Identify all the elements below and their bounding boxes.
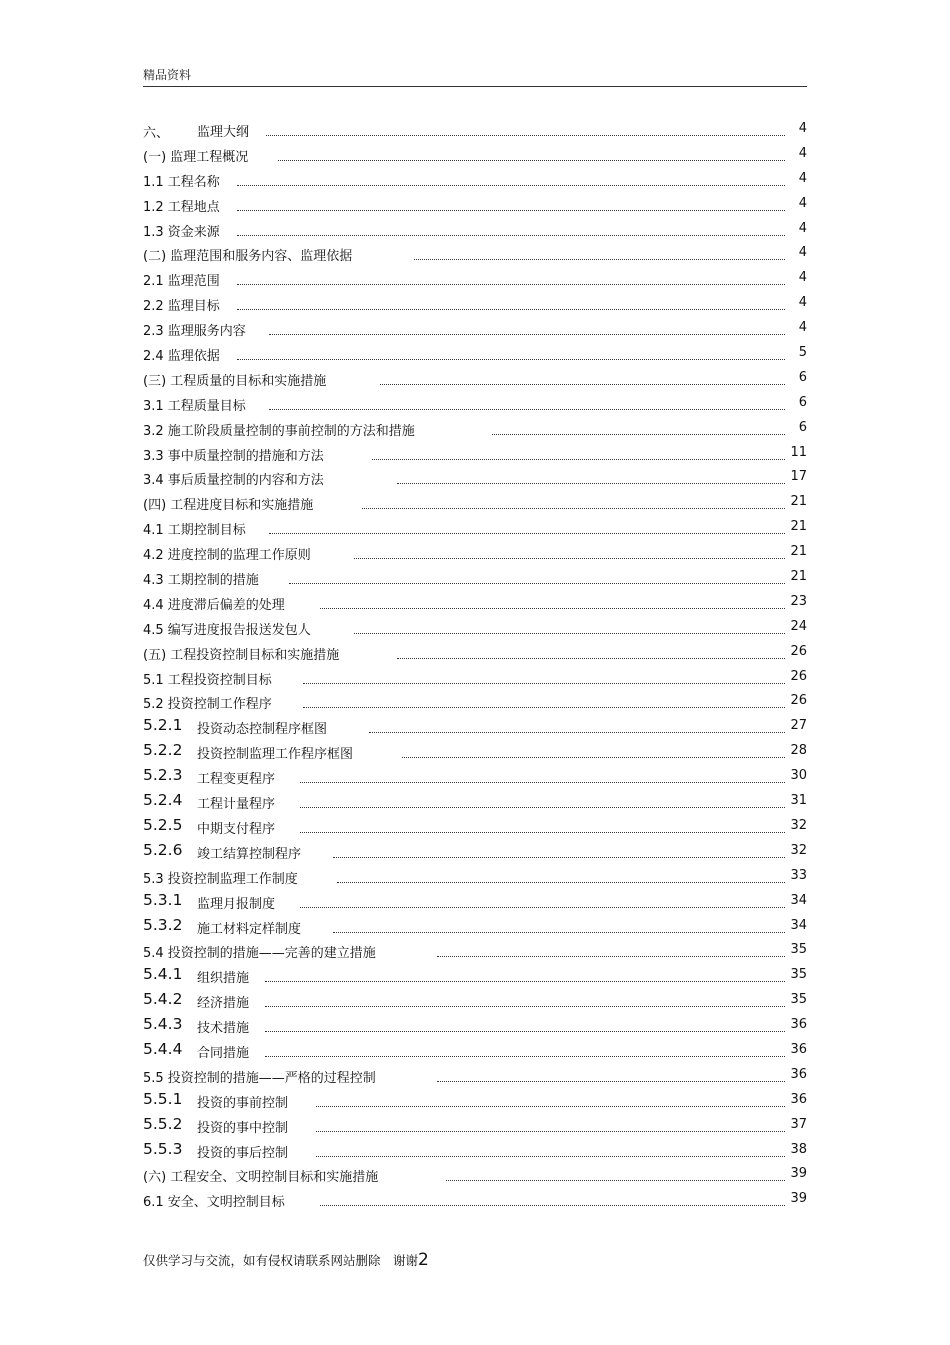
toc-entry-title: 4.2 进度控制的监理工作原则 <box>143 548 311 564</box>
toc-entry-title: 1.1 工程名称 <box>143 174 220 190</box>
toc-entry-page-number: 32 <box>790 817 807 833</box>
toc-entry-title: (三) 工程质量的目标和实施措施 <box>143 373 327 389</box>
toc-entry[interactable] <box>143 665 807 690</box>
toc-entry-leader-dots <box>269 324 785 335</box>
toc-entry-number: 六、 <box>143 126 170 141</box>
toc-entry[interactable] <box>143 1113 807 1138</box>
footer <box>143 1250 429 1270</box>
toc-entry-title: 技术措施 <box>197 1021 250 1037</box>
toc-entry-leader-dots <box>237 299 785 310</box>
toc-entry-title: 2.3 监理服务内容 <box>143 324 246 340</box>
toc-entry-number: 5.2.6 <box>143 840 183 859</box>
toc-entry-number: 5.2.1 <box>143 716 183 735</box>
toc-entry[interactable] <box>143 142 807 167</box>
toc-entry-page-number: 26 <box>790 693 807 709</box>
toc-entry-leader-dots <box>337 872 785 883</box>
toc-entry-title: 5.2 投资控制工作程序 <box>143 697 272 713</box>
toc-entry-title: 2.2 监理目标 <box>143 299 220 315</box>
toc-entry[interactable] <box>143 739 807 764</box>
toc-entry-number: 5.4.4 <box>143 1039 183 1058</box>
toc-entry-leader-dots <box>316 1146 785 1157</box>
toc-entry[interactable] <box>143 914 807 939</box>
toc-entry[interactable] <box>143 640 807 665</box>
toc-entry[interactable] <box>143 341 807 366</box>
header-rule <box>143 86 807 87</box>
toc-entry-leader-dots <box>397 473 785 484</box>
toc-entry-title: 5.1 工程投资控制目标 <box>143 672 272 688</box>
toc-entry-page-number: 39 <box>790 1166 807 1182</box>
toc-entry[interactable] <box>143 864 807 889</box>
toc-entry-leader-dots <box>362 498 785 509</box>
toc-entry-number: 5.5.1 <box>143 1089 183 1108</box>
toc-entry-page-number: 21 <box>790 569 807 585</box>
toc-entry-page-number: 24 <box>790 618 807 634</box>
toc-entry[interactable] <box>143 963 807 988</box>
toc-entry-number: 5.5.3 <box>143 1139 183 1158</box>
toc-entry-leader-dots <box>300 772 785 783</box>
toc-entry-leader-dots <box>303 697 785 708</box>
toc-entry[interactable] <box>143 1038 807 1063</box>
toc-entry-title: 合同措施 <box>197 1045 250 1061</box>
toc-entry-title: 3.2 施工阶段质量控制的事前控制的方法和措施 <box>143 423 415 439</box>
toc-entry-title: 投资的事前控制 <box>197 1095 289 1111</box>
toc-entry-leader-dots <box>333 847 785 858</box>
toc-entry-title: 3.3 事中质量控制的措施和方法 <box>143 448 324 464</box>
toc-entry-leader-dots <box>333 922 785 933</box>
toc-entry-title: 投资的事中控制 <box>197 1120 289 1136</box>
toc-entry-page-number: 36 <box>790 1017 807 1033</box>
toc-entry-leader-dots <box>237 225 785 236</box>
toc-entry[interactable] <box>143 416 807 441</box>
toc-entry-page-number: 35 <box>790 942 807 958</box>
toc-entry[interactable] <box>143 465 807 490</box>
footer-text: 仅供学习与交流，如有侵权请联系网站删除 谢谢 <box>143 1253 419 1268</box>
toc-entry-leader-dots <box>446 1170 785 1181</box>
toc-entry[interactable] <box>143 217 807 242</box>
toc-entry-leader-dots <box>437 946 785 957</box>
toc-entry-title: 5.3 投资控制监理工作制度 <box>143 871 298 887</box>
toc-entry-page-number: 4 <box>798 320 807 336</box>
toc-entry[interactable] <box>143 192 807 217</box>
toc-entry-leader-dots <box>414 249 785 260</box>
toc-entry[interactable] <box>143 167 807 192</box>
toc-entry-title: 经济措施 <box>197 996 250 1012</box>
toc-entry-page-number: 27 <box>790 718 807 734</box>
toc-entry-page-number: 35 <box>790 992 807 1008</box>
toc-entry-leader-dots <box>354 548 785 559</box>
toc-entry-page-number: 11 <box>790 444 807 460</box>
toc-entry-page-number: 32 <box>790 842 807 858</box>
header-label: 精品资料 <box>143 68 192 82</box>
toc-entry-number: 5.4.2 <box>143 990 183 1009</box>
toc-entry[interactable] <box>143 1013 807 1038</box>
toc-entry-leader-dots <box>320 598 785 609</box>
toc-entry-page-number: 37 <box>790 1116 807 1132</box>
toc-entry-title: 4.5 编写进度报告报送发包人 <box>143 622 311 638</box>
toc-entry-leader-dots <box>237 200 785 211</box>
toc-entry-page-number: 36 <box>790 1091 807 1107</box>
toc-entry[interactable] <box>143 789 807 814</box>
toc-entry-page-number: 35 <box>790 967 807 983</box>
toc-entry-title: 投资的事后控制 <box>197 1145 289 1161</box>
toc-entry[interactable] <box>143 1162 807 1187</box>
toc-entry-leader-dots <box>320 1195 785 1206</box>
toc-entry[interactable] <box>143 615 807 640</box>
toc-entry-leader-dots <box>354 623 785 634</box>
toc-entry-page-number: 21 <box>790 544 807 560</box>
toc-entry-title: 1.3 资金来源 <box>143 224 220 240</box>
toc-entry-leader-dots <box>402 747 785 758</box>
toc-entry-page-number: 4 <box>798 245 807 261</box>
toc-entry-leader-dots <box>265 1021 785 1032</box>
toc-entry-leader-dots <box>237 274 785 285</box>
toc-entry-title: 4.4 进度滞后偏差的处理 <box>143 597 285 613</box>
toc-entry-title: 4.1 工期控制目标 <box>143 523 246 539</box>
toc-entry-page-number: 38 <box>790 1141 807 1157</box>
toc-entry-page-number: 6 <box>798 419 807 435</box>
toc-entry-page-number: 4 <box>798 170 807 186</box>
toc-entry-number: 5.2.5 <box>143 815 183 834</box>
toc-entry-title: 组织措施 <box>197 971 250 987</box>
toc-entry-title: (五) 工程投资控制目标和实施措施 <box>143 647 340 663</box>
toc-entry-page-number: 34 <box>790 892 807 908</box>
toc-entry-leader-dots <box>369 722 785 733</box>
toc-entry-title: 3.1 工程质量目标 <box>143 398 246 414</box>
toc-entry-leader-dots <box>397 648 785 659</box>
toc-entry-title: 监理大纲 <box>197 125 250 140</box>
toc-entry-leader-dots <box>300 897 785 908</box>
toc-entry-leader-dots <box>237 175 785 186</box>
toc-entry-page-number: 26 <box>790 643 807 659</box>
toc-entry-title: (四) 工程进度目标和实施措施 <box>143 498 314 514</box>
toc-entry-leader-dots <box>380 374 785 385</box>
toc-entry-leader-dots <box>237 349 785 360</box>
toc-entry-page-number: 36 <box>790 1041 807 1057</box>
toc-entry-leader-dots <box>266 125 785 136</box>
toc-entry-title: 施工材料定样制度 <box>197 921 302 937</box>
toc-entry-title: 2.1 监理范围 <box>143 274 220 290</box>
toc-entry-page-number: 31 <box>790 793 807 809</box>
toc-entry-number: 5.3.1 <box>143 890 183 909</box>
toc-entry-title: 4.3 工期控制的措施 <box>143 573 259 589</box>
toc-entry[interactable] <box>143 441 807 466</box>
toc-entry-page-number: 36 <box>790 1066 807 1082</box>
toc-entry-page-number: 4 <box>798 195 807 211</box>
toc-entry[interactable] <box>143 714 807 739</box>
toc-entry-title: 中期支付程序 <box>197 821 276 837</box>
toc-entry-title: 投资动态控制程序框图 <box>197 722 328 738</box>
toc-entry-title: (六) 工程安全、文明控制目标和实施措施 <box>143 1170 379 1186</box>
toc-entry-page-number: 4 <box>798 145 807 161</box>
toc-entry-page-number: 21 <box>790 519 807 535</box>
toc-entry[interactable] <box>143 366 807 391</box>
toc-entry[interactable] <box>143 590 807 615</box>
toc-entry[interactable] <box>143 889 807 914</box>
toc-entry-leader-dots <box>265 1046 785 1057</box>
toc-entry-title: 5.5 投资控制的措施——严格的过程控制 <box>143 1070 376 1086</box>
toc-entry-number: 5.2.3 <box>143 766 183 785</box>
toc-entry-leader-dots <box>278 150 785 161</box>
toc-entry-page-number: 39 <box>790 1191 807 1207</box>
toc-entry[interactable] <box>143 316 807 341</box>
toc-entry-leader-dots <box>300 822 785 833</box>
toc-entry-page-number: 30 <box>790 768 807 784</box>
toc-entry[interactable] <box>143 1088 807 1113</box>
toc-entry-title: 5.4 投资控制的措施——完善的建立措施 <box>143 946 376 962</box>
toc-entry[interactable] <box>143 540 807 565</box>
toc-entry[interactable] <box>143 1138 807 1163</box>
toc-entry-page-number: 34 <box>790 917 807 933</box>
toc-entry[interactable] <box>143 814 807 839</box>
toc-entry-leader-dots <box>265 971 785 982</box>
toc-entry-title: 工程计量程序 <box>197 797 276 813</box>
toc-entry-page-number: 4 <box>798 270 807 286</box>
toc-entry[interactable] <box>143 1187 807 1212</box>
toc-entry-leader-dots <box>265 996 785 1007</box>
toc-entry-title: 监理月报制度 <box>197 896 276 912</box>
toc-entry-title: 6.1 安全、文明控制目标 <box>143 1195 285 1211</box>
toc-entry-page-number: 6 <box>798 369 807 385</box>
toc-entry[interactable] <box>143 291 807 316</box>
toc-entry-leader-dots <box>492 424 785 435</box>
toc-entry-title: (一) 监理工程概况 <box>143 149 249 165</box>
toc-entry-leader-dots <box>300 797 785 808</box>
toc-entry-number: 5.2.2 <box>143 741 183 760</box>
toc-entry-page-number: 4 <box>798 295 807 311</box>
toc-entry[interactable] <box>143 391 807 416</box>
toc-entry[interactable] <box>143 565 807 590</box>
toc-entry[interactable] <box>143 689 807 714</box>
toc-entry[interactable] <box>143 117 807 142</box>
toc-entry-page-number: 4 <box>798 220 807 236</box>
toc-entry-page-number: 28 <box>790 743 807 759</box>
toc-entry-title: 投资控制监理工作程序框图 <box>197 747 354 763</box>
toc-entry[interactable] <box>143 1063 807 1088</box>
toc-entry-number: 5.4.3 <box>143 1015 183 1034</box>
toc-entry-page-number: 33 <box>790 867 807 883</box>
toc-entry-number: 5.4.1 <box>143 965 183 984</box>
toc-entry-page-number: 4 <box>798 121 807 136</box>
toc-entry-title: 工程变更程序 <box>197 772 276 788</box>
toc-entry-leader-dots <box>289 573 785 584</box>
toc-entry-page-number: 23 <box>790 593 807 609</box>
toc-entry-number: 5.5.2 <box>143 1114 183 1133</box>
toc-entry-title: 2.4 监理依据 <box>143 349 220 365</box>
toc-entry-leader-dots <box>269 399 785 410</box>
toc-entry[interactable] <box>143 490 807 515</box>
toc-entry-number: 5.3.2 <box>143 915 183 934</box>
toc-entry[interactable] <box>143 764 807 789</box>
toc-entry-title: 3.4 事后质量控制的内容和方法 <box>143 473 324 489</box>
toc-entry-leader-dots <box>303 673 785 684</box>
toc-entry-title: 竣工结算控制程序 <box>197 846 302 862</box>
toc-entry[interactable] <box>143 241 807 266</box>
toc-entry-title: 1.2 工程地点 <box>143 199 220 215</box>
toc-entry[interactable] <box>143 266 807 291</box>
toc-entry-leader-dots <box>372 449 785 460</box>
toc-entry-leader-dots <box>316 1096 785 1107</box>
toc-entry-number: 5.2.4 <box>143 791 183 810</box>
toc-entry-page-number: 26 <box>790 668 807 684</box>
table-of-contents <box>143 117 807 1212</box>
toc-entry[interactable] <box>143 515 807 540</box>
toc-entry[interactable] <box>143 938 807 963</box>
toc-entry-page-number: 5 <box>798 345 807 361</box>
toc-entry-leader-dots <box>316 1121 785 1132</box>
footer-page-number: 2 <box>418 1250 429 1270</box>
toc-entry-page-number: 17 <box>790 469 807 485</box>
toc-entry-page-number: 21 <box>790 494 807 510</box>
toc-entry-page-number: 6 <box>798 394 807 410</box>
toc-entry-leader-dots <box>437 1071 785 1082</box>
toc-entry-leader-dots <box>269 523 785 534</box>
toc-entry-title: (二) 监理范围和服务内容、监理依据 <box>143 249 353 265</box>
toc-entry[interactable] <box>143 839 807 864</box>
toc-entry[interactable] <box>143 988 807 1013</box>
